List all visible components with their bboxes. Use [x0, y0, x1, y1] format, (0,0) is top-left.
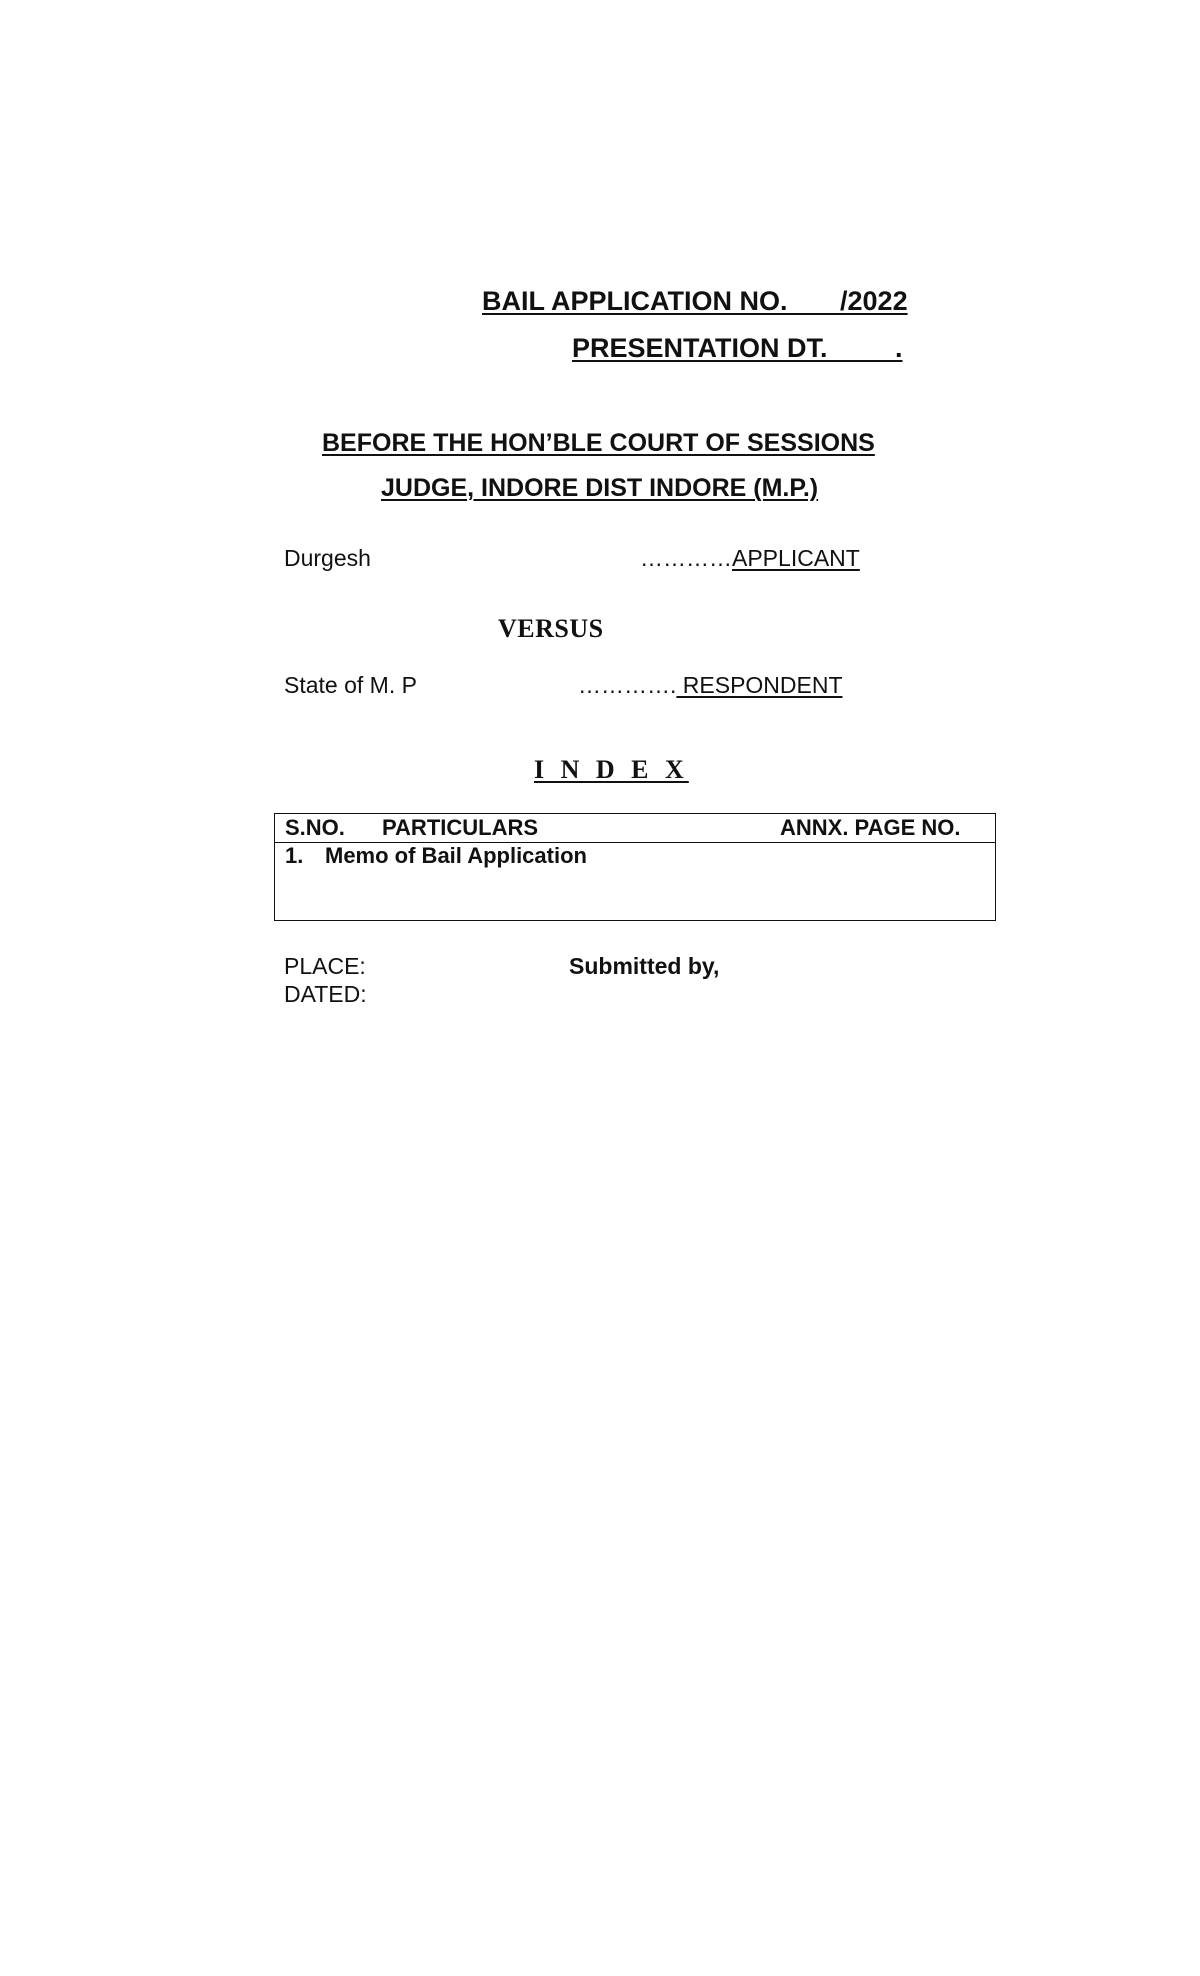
- applicant-name: Durgesh: [284, 545, 371, 571]
- dated-label: DATED:: [284, 981, 367, 1007]
- bail-application-number: BAIL APPLICATION NO. /2022: [482, 286, 908, 316]
- respondent-dots: ………….: [578, 672, 677, 698]
- presentation-date: PRESENTATION DT. .: [572, 333, 903, 363]
- respondent-role: RESPONDENT: [676, 672, 843, 698]
- row-sno: 1.: [285, 843, 304, 868]
- column-header-sno: S.NO.: [285, 815, 345, 840]
- index-title: I N D E X: [534, 755, 689, 784]
- respondent-designation: [578, 672, 843, 699]
- court-title-line-1: BEFORE THE HON’BLE COURT OF SESSIONS: [322, 429, 875, 457]
- submitted-by: Submitted by,: [569, 953, 720, 979]
- index-table-header: [275, 814, 995, 843]
- respondent-name: State of M. P: [284, 672, 417, 698]
- column-header-particulars: PARTICULARS: [382, 815, 539, 840]
- row-particular: Memo of Bail Application: [325, 843, 587, 868]
- index-table: [274, 813, 996, 921]
- applicant-designation: [640, 545, 860, 572]
- applicant-dots: …………: [640, 545, 732, 571]
- column-header-annx-page: ANNX. PAGE NO.: [780, 815, 961, 840]
- applicant-role: APPLICANT: [732, 545, 860, 571]
- place-label: PLACE:: [284, 953, 366, 979]
- court-title-line-2: JUDGE, INDORE DIST INDORE (M.P.): [381, 474, 819, 502]
- versus-label: VERSUS: [498, 614, 604, 643]
